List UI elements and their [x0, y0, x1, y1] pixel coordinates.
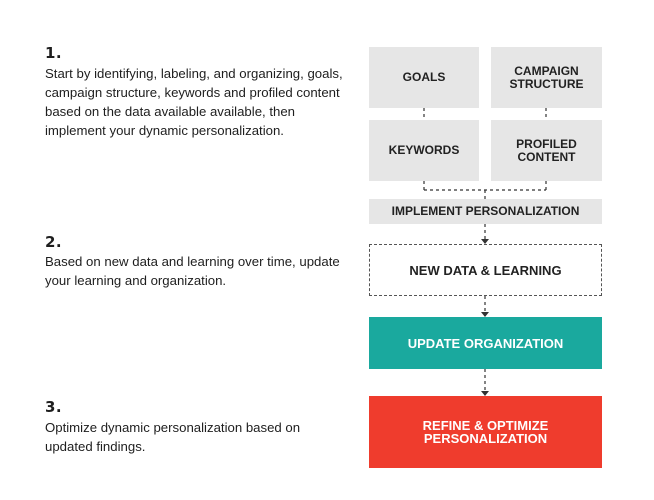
keywords-box	[369, 120, 479, 181]
refine-optimize-label-line1: REFINE & OPTIMIZE	[422, 418, 549, 433]
profiled-content-label-line2: CONTENT	[517, 149, 576, 164]
refine-optimize-box	[369, 396, 602, 468]
step-3-text: Optimize dynamic personalization based on updated findings.	[45, 420, 301, 454]
step-2-text: Based on new data and learning over time, update your learning and organization.	[45, 254, 340, 288]
implement-personalization-label: IMPLEMENT PERSONALIZATION	[391, 204, 580, 218]
new-data-learning-label: NEW DATA & LEARNING	[409, 262, 562, 278]
goals-box	[369, 47, 479, 108]
refine-optimize-label-line2: PERSONALIZATION	[423, 431, 548, 446]
campaign-structure-label-line1: CAMPAIGN	[514, 63, 579, 78]
step-2-number: 2.	[45, 233, 63, 251]
implement-personalization-box	[369, 199, 602, 224]
step-3-number: 3.	[45, 398, 63, 416]
campaign-structure-label-line2: STRUCTURE	[509, 76, 584, 91]
step-1-number: 1.	[45, 44, 63, 62]
goals-label: GOALS	[402, 70, 446, 84]
update-organization-box	[369, 317, 602, 369]
update-organization-label: UPDATE ORGANIZATION	[407, 335, 564, 351]
profiled-content-box	[491, 120, 602, 181]
profiled-content-label-line1: PROFILED	[516, 136, 577, 151]
new-data-learning-box	[369, 244, 602, 296]
campaign-structure-box	[491, 47, 602, 108]
keywords-label: KEYWORDS	[388, 143, 460, 157]
step-1-text: Start by identifying, labeling, and organizing, goals, campaign structure, keywords and profiled content based on the data available available, then implement your dynamic personalization.	[45, 66, 343, 138]
